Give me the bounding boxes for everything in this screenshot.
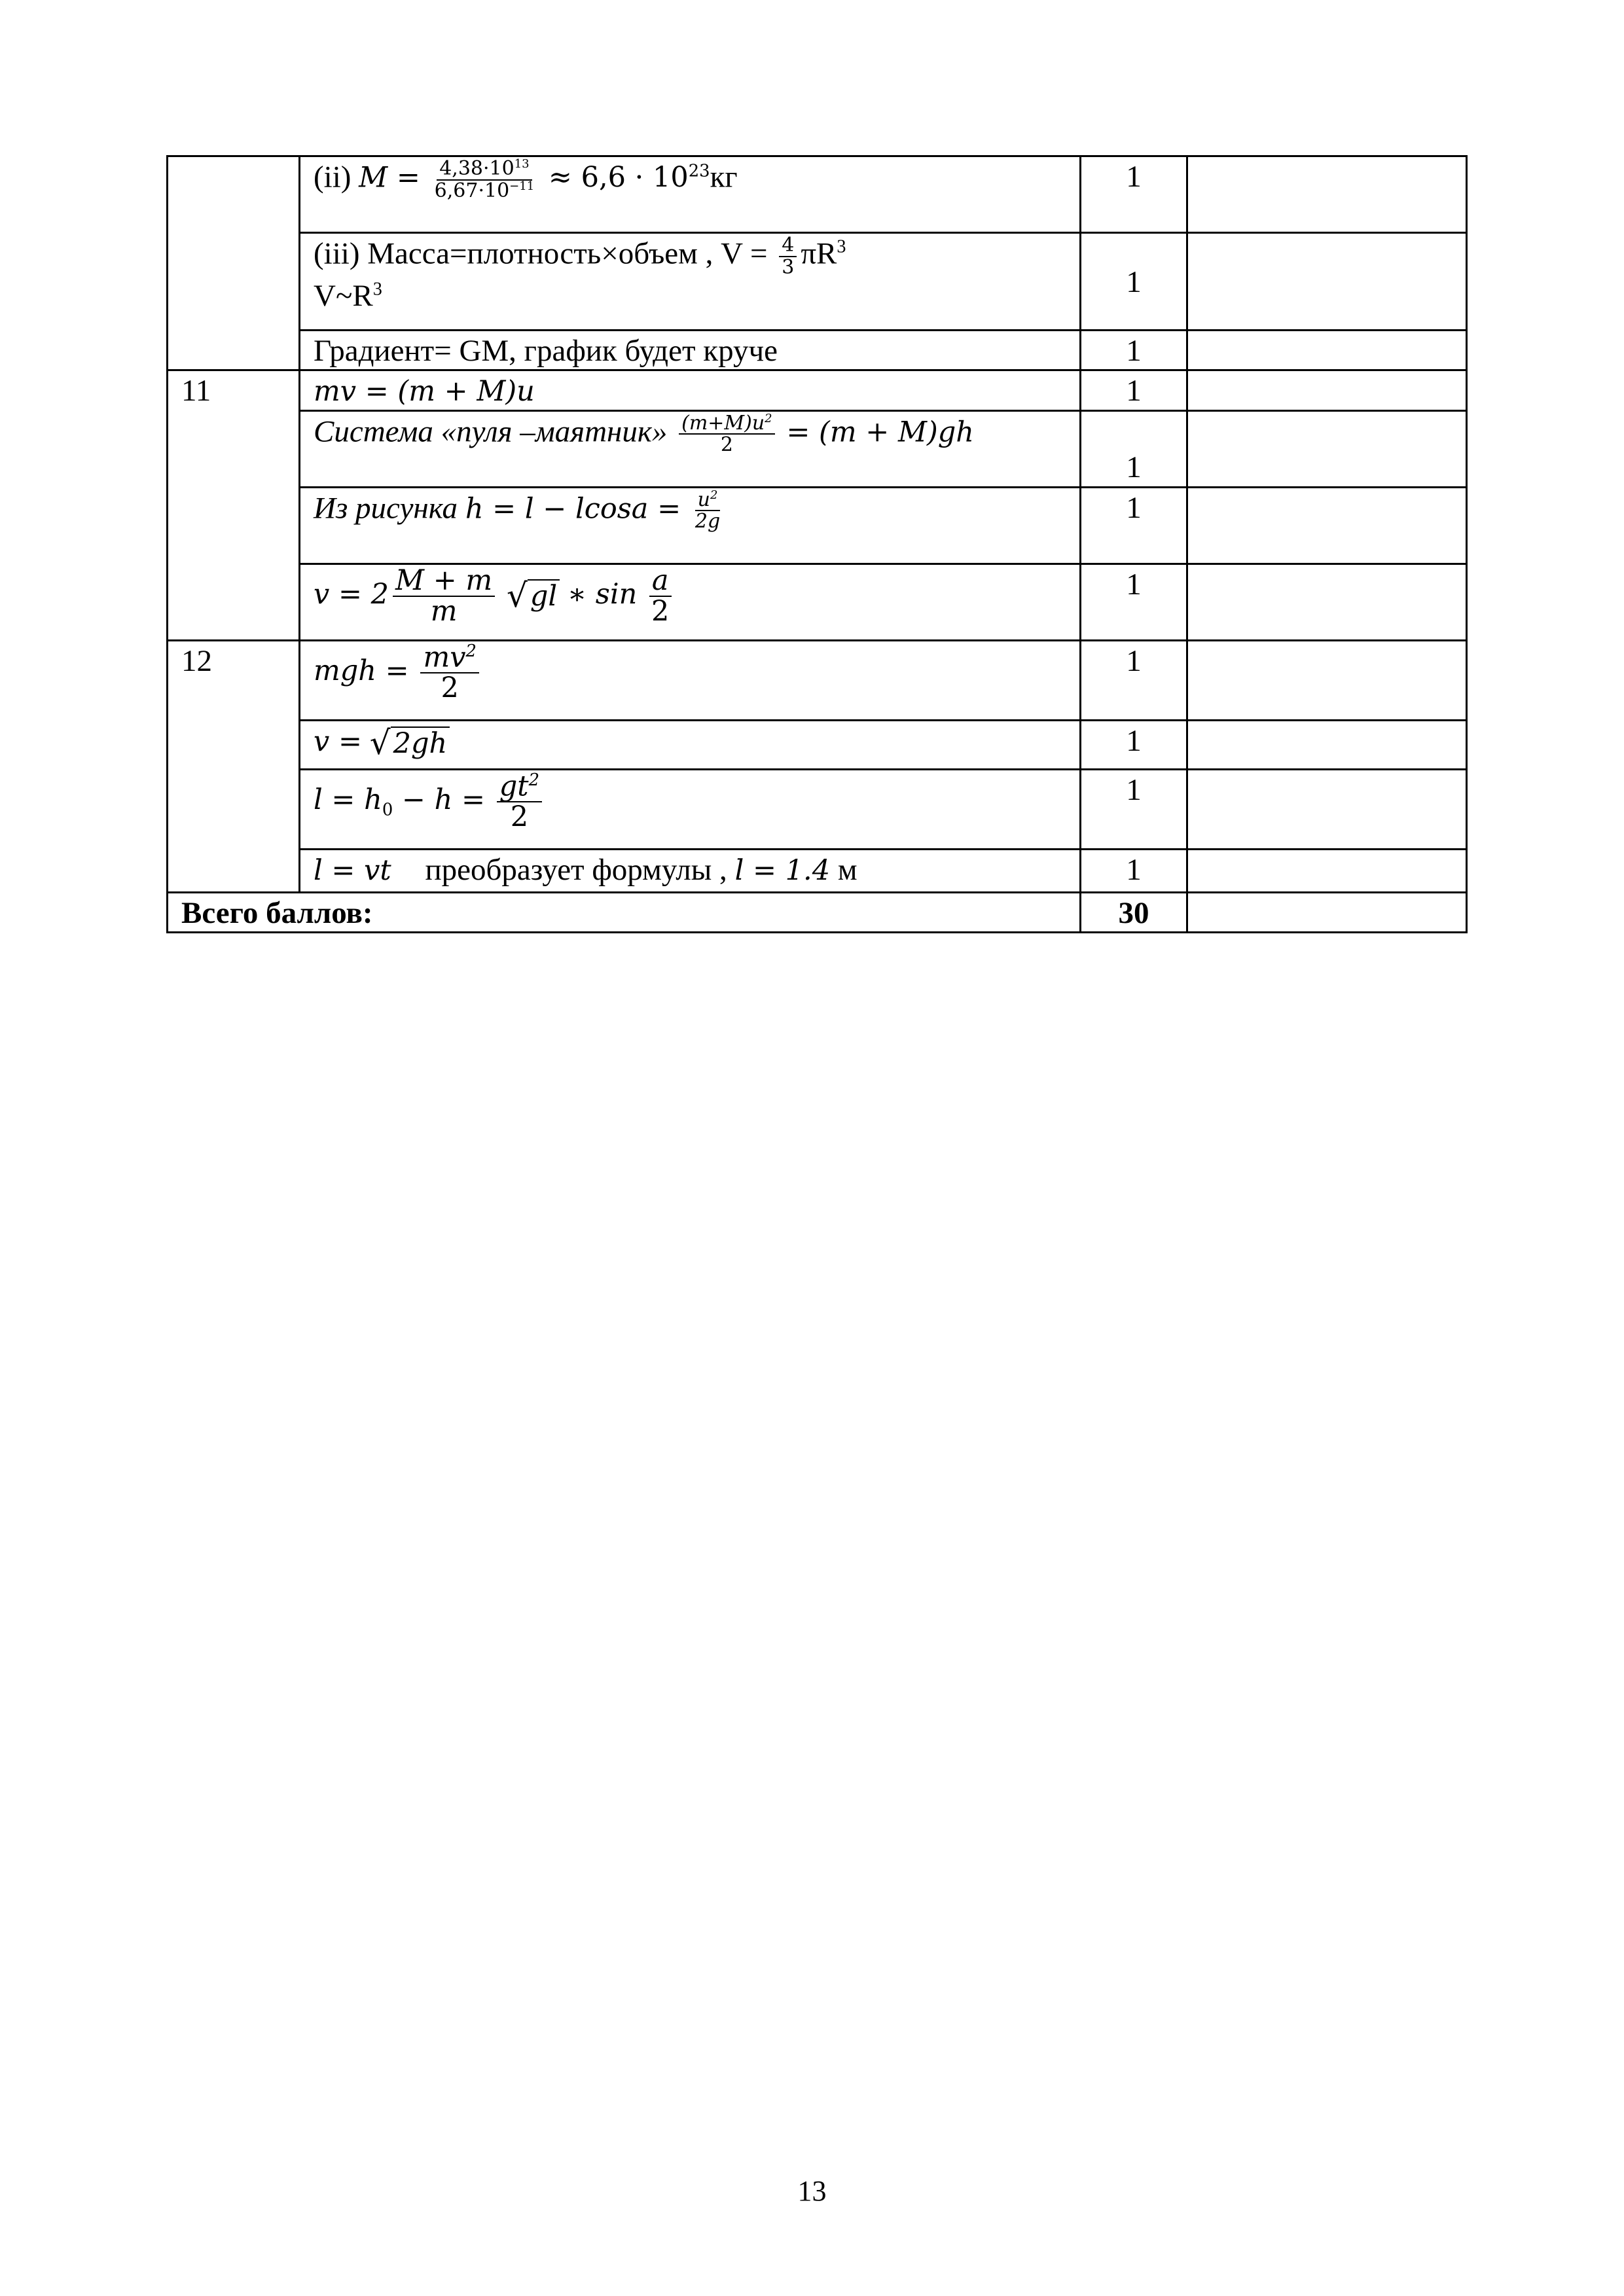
solution-cell: v = 2 $\frac{M + m}{m}$ √ gl ∗ sin $\frac{a}{2}$ <box>300 564 1081 640</box>
table-row <box>168 156 1467 233</box>
total-label: Всего баллов: <box>168 892 1081 932</box>
total-points: 30 <box>1081 892 1187 932</box>
points-cell: 1 <box>1081 640 1187 720</box>
solution-cell: mgh = $\frac{mv^2}{2}$ <box>300 640 1081 720</box>
task-number-cell: 11 <box>168 370 300 640</box>
notes-cell <box>1187 640 1467 720</box>
fraction: $\frac{M + m}{m}$ <box>393 566 495 626</box>
notes-cell <box>1187 331 1467 370</box>
solution-cell: mv = (m + M)u <box>300 370 1081 410</box>
solution-cell: (iii) Масса=плотность×объем , V = $\frac{4}{3}$ $\pi R^3$ $V\sim R^3$ <box>300 233 1081 331</box>
task-number-cell <box>168 156 300 370</box>
table-row <box>168 410 1467 487</box>
table-row <box>168 564 1467 640</box>
fraction: $\frac{4}{3}$ <box>779 235 797 278</box>
notes-cell <box>1187 370 1467 410</box>
notes-cell <box>1187 410 1467 487</box>
points-cell: 1 <box>1081 487 1187 564</box>
solution-cell: Система «пуля –маятник» $\frac{(m+M)u^2}{2}$ = (m + M)gh <box>300 410 1081 487</box>
fraction: $\frac{gt^2}{2}$ <box>497 772 542 833</box>
points-cell: 1 <box>1081 331 1187 370</box>
notes-cell <box>1187 849 1467 892</box>
table-row <box>168 370 1467 410</box>
notes-cell <box>1187 487 1467 564</box>
fraction: $\frac{mv^2}{2}$ <box>420 643 479 704</box>
task-number-cell: 12 <box>168 640 300 892</box>
square-root: √ gl <box>507 579 560 613</box>
notes-cell <box>1187 564 1467 640</box>
solution-cell: $l = h_0 - h$ = $\frac{gt^2}{2}$ <box>300 769 1081 849</box>
table-row <box>168 331 1467 370</box>
points-cell: 1 <box>1081 410 1187 487</box>
points-cell: 1 <box>1081 564 1187 640</box>
points-cell: 1 <box>1081 156 1187 233</box>
table-row <box>168 640 1467 720</box>
notes-cell <box>1187 769 1467 849</box>
notes-cell <box>1187 720 1467 769</box>
points-cell: 1 <box>1081 720 1187 769</box>
table-row <box>168 233 1467 331</box>
points-cell: 1 <box>1081 849 1187 892</box>
fraction: $\frac{a}{2}$ <box>649 566 672 626</box>
notes-cell <box>1187 892 1467 932</box>
points-cell: 1 <box>1081 370 1187 410</box>
table-row <box>168 849 1467 892</box>
page-number: 13 <box>797 2175 827 2207</box>
table-row <box>168 769 1467 849</box>
notes-cell <box>1187 233 1467 331</box>
solution-cell: Из рисунка h = l − lcosa = $\frac{u^2}{2g}$ <box>300 487 1081 564</box>
square-root: √ 2gh <box>370 726 450 760</box>
total-row <box>168 892 1467 932</box>
solution-cell: Градиент= GM, график будет круче <box>300 331 1081 370</box>
fraction: $\frac{4,38\cdot 10^{13}}{6,67\cdot 10^{-11}}$ <box>434 157 535 202</box>
points-cell: 1 <box>1081 233 1187 331</box>
solution-cell: v = √ 2gh <box>300 720 1081 769</box>
table-row <box>168 720 1467 769</box>
fraction: $\frac{(m+M)u^2}{2}$ <box>679 413 774 456</box>
solution-cell: l = vt преобразует формулы , l = 1.4 м <box>300 849 1081 892</box>
solution-cell: (ii) M = $\frac{4,38\cdot 10^{13}}{6,67\cdot 10^{-11}}$ ≈ $6,6 \cdot 10^{23}кг$ <box>300 156 1081 233</box>
scoring-table <box>166 155 1468 933</box>
table-row <box>168 487 1467 564</box>
notes-cell <box>1187 156 1467 233</box>
points-cell: 1 <box>1081 769 1187 849</box>
fraction: $\frac{u^2}{2g}$ <box>695 488 721 533</box>
